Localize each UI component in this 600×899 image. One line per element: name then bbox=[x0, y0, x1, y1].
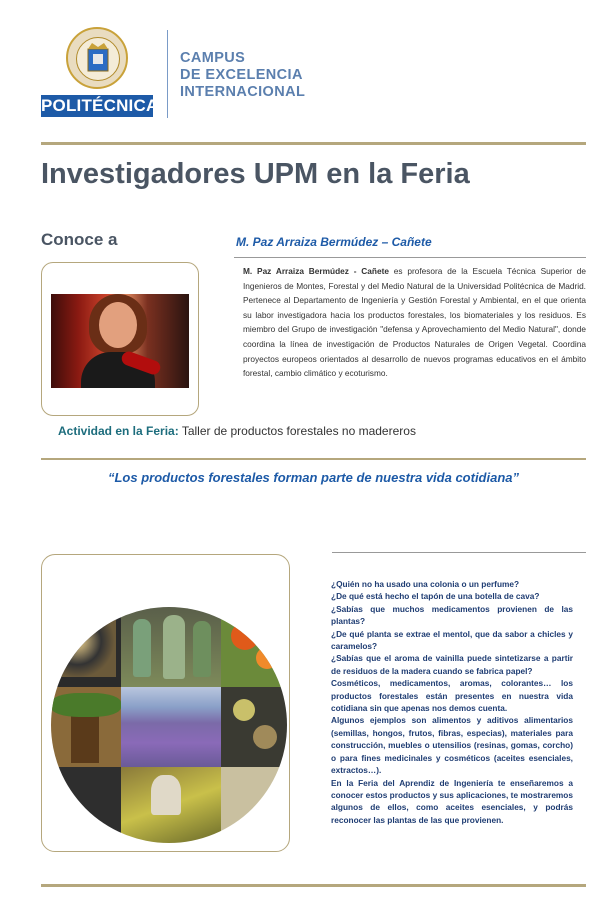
bio-text: es profesora de la Escuela Técnica Superior de Ingenieros de Montes, Forestal y del Medio Natural de la Universidad Politécnica de Madrid. Pertenece al Departamento de Ingeniería y Gestión Forestal y Ambiental, en el que orienta su labor investigadora hacia los productos forestales, los biomateriales y los residuos. Es miembro del Grupo de investigación "defensa y Aprovechamiento del Medio Natural", donde coordina la línea de investigación de Productos Naturales de Origen Vegetal. Coordina proyectos europeos orientados al desarrollo de nuevos programas educativos en el ámbito forestal, cambio climático y ecoturismo. bbox=[243, 266, 587, 379]
activity-value: Taller de productos forestales no madereros bbox=[178, 424, 416, 438]
mid-divider bbox=[41, 458, 586, 460]
bottom-divider bbox=[41, 884, 586, 887]
bio-name: M. Paz Arraiza Bermúdez - Cañete bbox=[243, 266, 389, 276]
top-divider bbox=[41, 142, 586, 145]
crown-icon bbox=[84, 41, 112, 75]
forest-products-collage bbox=[51, 607, 287, 843]
question-item: ¿Quién no ha usado una colonia o un perfume? bbox=[331, 579, 520, 589]
question-item: ¿Sabías que el aroma de vainilla puede sintetizarse a partir de residuos de la madera cuando se fabrica papel? bbox=[331, 653, 573, 676]
name-underline bbox=[234, 257, 586, 258]
header-divider bbox=[167, 30, 168, 118]
question-item: ¿De qué está hecho el tapón de una botella de cava? bbox=[331, 591, 540, 602]
question-item: ¿Sabías que muchos medicamentos provienen de las plantas? bbox=[331, 603, 573, 627]
question-item: Algunos ejemplos son alimentos y aditivos alimentarios (semillas, hongos, frutos, fibras, especias), materiales para construcción, muebles o utensilios (resinas, gomas, corcho) o para fines medicinales y cosméticos (aceites esenciales, extractos…). bbox=[331, 715, 573, 776]
researcher-bio bbox=[243, 264, 586, 381]
brand-label: POLITÉCNICA bbox=[41, 96, 159, 115]
quote: “Los productos forestales forman parte de nuestra vida cotidiana” bbox=[107, 470, 520, 485]
question-item: En la Feria del Aprendiz de Ingeniería te enseñaremos a conocer estos productos y sus aplicaciones, te mostraremos algunos de ellos, como aceites esenciales, y podrás reconocer las plantas de las que provienen. bbox=[331, 777, 573, 825]
activity-label: Actividad en la Feria: bbox=[58, 424, 179, 438]
question-item: ¿De qué planta se extrae el mentol, que da sabor a chicles y caramelos? bbox=[331, 628, 573, 652]
page-title: Investigadores UPM en la Feria bbox=[41, 158, 470, 190]
questions-block bbox=[331, 578, 573, 826]
researcher-name: M. Paz Arraiza Bermúdez – Cañete bbox=[236, 235, 432, 249]
question-item: Cosméticos, medicamentos, aromas, colorantes… los productos forestales están presentes en nuestra vida cotidiana sin que apenas nos demos cuenta. bbox=[331, 678, 573, 714]
university-seal-logo bbox=[66, 27, 128, 89]
questions-top-rule bbox=[332, 552, 586, 553]
researcher-photo bbox=[51, 294, 189, 388]
conoce-label: Conoce a bbox=[41, 230, 118, 249]
campus-excellence-label: CAMPUS DE EXCELENCIA INTERNACIONAL bbox=[180, 50, 306, 100]
activity-line bbox=[58, 424, 416, 438]
